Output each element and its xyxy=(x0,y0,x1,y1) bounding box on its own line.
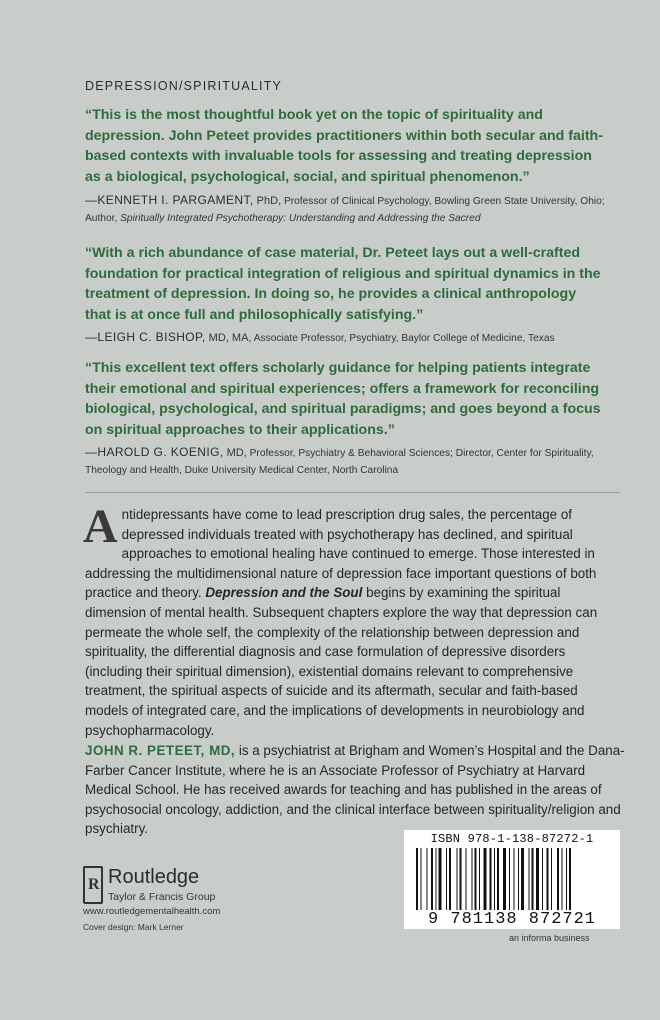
barcode-bar xyxy=(566,848,567,914)
endorser-affiliation: Associate Professor, Psychiatry, Baylor College of Medicine, Texas xyxy=(251,333,555,344)
barcode-bar xyxy=(547,848,549,914)
endorser-affiliation: Professor, Psychiatry & Behavioral Sciences; Director, Center for Spirituality, Theology and Health, Duke University Medical Center, North Carolina xyxy=(85,448,594,476)
barcode-bar xyxy=(536,848,539,914)
barcode-bar xyxy=(457,848,458,914)
barcode-bar xyxy=(542,848,543,914)
book-title: Depression and the Soul xyxy=(205,585,363,601)
barcode-bar xyxy=(427,848,428,914)
endorsement-attribution-1 xyxy=(85,192,605,227)
barcode-bar xyxy=(529,848,530,914)
endorser-affiliation: Professor of Clinical Psychology, Bowling Green State University, Ohio; Author, xyxy=(85,196,605,224)
barcode-bar xyxy=(494,848,495,914)
endorsement-quote-1: “This is the most thoughtful book yet on the topic of spirituality and depression. John Peteet provides practitioners within both secular and faith-based contexts with invaluable tools for assessing and treating depression as a biological, psychological, social, and spiritual phenomenon.” xyxy=(85,107,603,185)
publisher-url: www.routledgementalhealth.com xyxy=(83,906,221,917)
barcode-bar xyxy=(436,848,437,914)
barcode-bar xyxy=(439,848,442,914)
ean-number: 9 781138 872721 xyxy=(404,910,620,929)
publisher-name: Routledge xyxy=(108,866,200,888)
endorser-name: —HAROLD G. KOENIG, xyxy=(85,445,224,459)
barcode-bar xyxy=(503,848,506,914)
book-description xyxy=(83,500,620,740)
barcode-bar xyxy=(421,848,422,914)
informa-tagline: an informa business xyxy=(509,933,590,943)
author-name: JOHN R. PETEET, MD, xyxy=(85,743,236,758)
endorsement-quote-2: “With a rich abundance of case material, Dr. Peteet lays out a well-crafted foundation for practical integration of religious and spiritual dynamics in the treatment of depression. In doing so, he provides a clinical anthropology that is at once full and philosophically satisfying.” xyxy=(85,245,601,323)
barcode-bar xyxy=(509,848,510,914)
barcode-bar xyxy=(449,848,451,914)
barcode-bar xyxy=(569,848,571,914)
isbn-label: ISBN 978-1-138-87272-1 xyxy=(430,832,594,846)
description-part-1: ntidepressants have come to lead prescription drug sales, the percentage of depressed individuals treated with psychotherapy has declined, and spiritual approaches to emotional healing have continued to emerge. Those interested in addressing the multidimensional nature of depression face important questions of both practice and theory. xyxy=(85,507,597,601)
endorser-name: —KENNETH I. PARGAMENT, xyxy=(85,193,254,207)
barcode-bar xyxy=(562,848,563,914)
barcode-bar xyxy=(484,848,487,914)
cover-credit: Cover design: Mark Lerner xyxy=(83,922,184,932)
author-bio xyxy=(85,741,625,839)
endorsement-quote-3: “This excellent text offers scholarly guidance for helping patients integrate their emotional and spiritual experiences; offers a framework for reconciling biological, psychological, and spiritual paradigms; and goes beyond a focus on spiritual approaches to their applications.” xyxy=(85,360,601,438)
endorser-work-title: Spiritually Integrated Psychotherapy: Understanding and Addressing the Sacred xyxy=(120,213,481,224)
section-divider xyxy=(85,492,620,493)
barcode-bar xyxy=(514,848,515,914)
barcode-bar xyxy=(557,848,559,914)
category-label: DEPRESSION/SPIRITUALITY xyxy=(85,79,283,93)
barcode-bar xyxy=(431,848,433,914)
barcode-bar xyxy=(532,848,534,914)
barcode-bar xyxy=(521,848,524,914)
endorser-credentials: MD, xyxy=(223,447,247,459)
endorsement-attribution-2 xyxy=(85,329,605,347)
barcode-bar xyxy=(466,848,467,914)
drop-cap: A xyxy=(83,500,118,553)
endorser-name: —LEIGH C. BISHOP, xyxy=(85,330,206,344)
barcode-bar xyxy=(479,848,480,914)
barcode-bar xyxy=(490,848,492,914)
barcode-bars xyxy=(416,848,608,914)
barcode-bar xyxy=(475,848,477,914)
barcode-bar xyxy=(518,848,519,914)
barcode-bar xyxy=(551,848,552,914)
barcode-bar xyxy=(446,848,447,914)
barcode-bar xyxy=(460,848,462,914)
author-bio-text: is a psychiatrist at Brigham and Women’s Hospital and the Dana-Farber Cancer Institute, where he is an Associate Professor of Psychiatry at Harvard Medical School. He has received awards for teaching and has published in the areas of psychosocial oncology, addiction, and the clinical interface between spirituality/religion and psychiatry. xyxy=(85,743,625,837)
description-part-2: begins by examining the spiritual dimension of mental health. Subsequent chapters explore the way that depression can permeate the whole self, the complexity of the relationship between depression and spirituality, the differential diagnosis and case formulation of depressive disorders (including their spiritual dimension), existential domains relevant to comprehensive treatment, the spiritual aspects of suicide and its aftermath, secular and faith-based models of integrated care, and the implications of developments in neurobiology and psychopharmacology. xyxy=(85,585,598,738)
endorser-credentials: PhD, xyxy=(253,195,282,207)
endorsement-attribution-3 xyxy=(85,444,605,479)
barcode-bar xyxy=(472,848,473,914)
endorser-credentials: MD, MA, xyxy=(205,332,252,344)
routledge-logo-icon: R xyxy=(83,866,103,904)
publisher-group: Taylor & Francis Group xyxy=(108,891,216,903)
isbn-barcode xyxy=(404,830,620,929)
barcode-bar xyxy=(416,848,418,914)
barcode-bar xyxy=(497,848,499,914)
